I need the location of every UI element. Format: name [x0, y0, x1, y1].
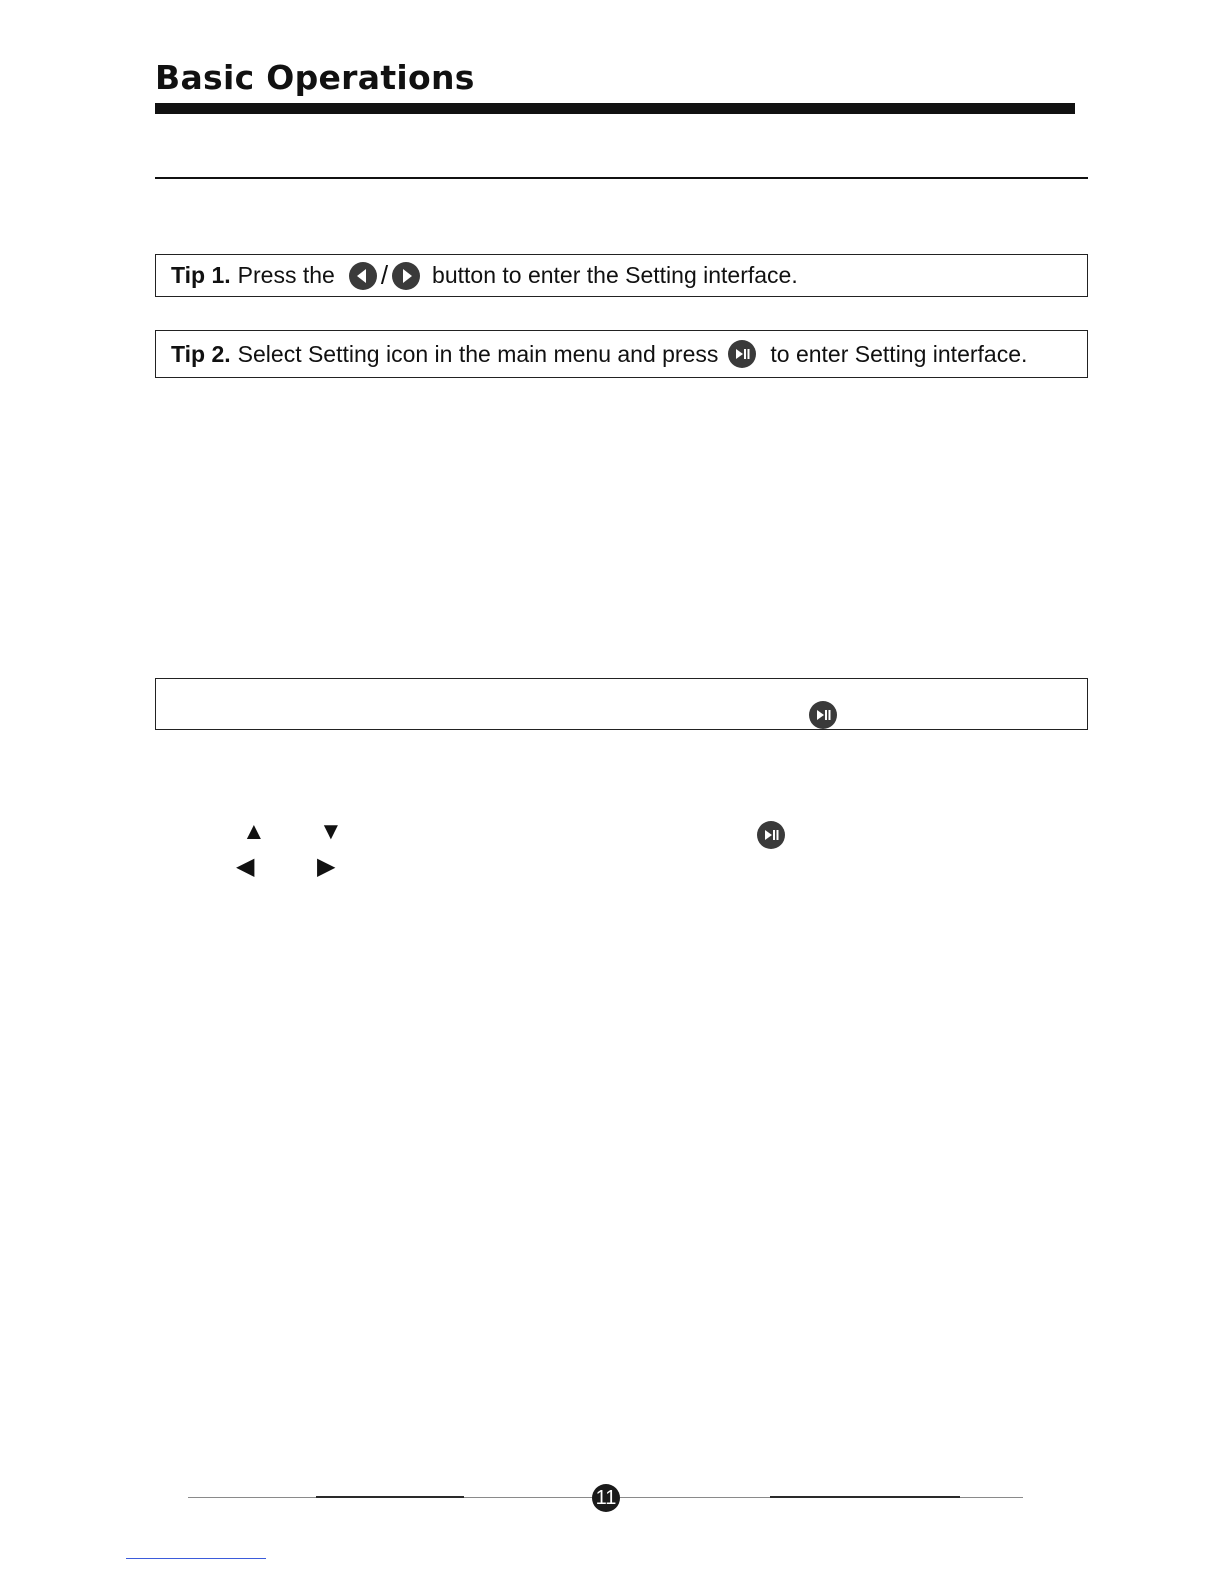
footer-rule-right-mid [620, 1497, 770, 1498]
tip-1-separator: / [380, 260, 389, 290]
tip-1-text-before: Press the [237, 262, 335, 288]
tip-2-box [155, 330, 1088, 378]
footer-rule-left-dark [316, 1496, 464, 1498]
footer-rule-right-light [960, 1497, 1023, 1498]
link-underline [126, 1558, 266, 1559]
footer-rule-right-dark [770, 1496, 960, 1498]
right-circle-icon [392, 262, 420, 290]
title-underline-bar [155, 103, 1075, 114]
page-title: Basic Operations [155, 58, 475, 97]
left-circle-icon [349, 262, 377, 290]
tip-2-label: Tip 2. [171, 340, 231, 367]
play-pause-icon [728, 340, 756, 368]
section-divider [155, 177, 1088, 179]
tip-1-label: Tip 1. [171, 262, 231, 288]
left-arrow-icon: ◀ [236, 853, 255, 880]
footer-rule-left-light [188, 1497, 318, 1498]
tip-2-text-before: Select Setting icon in the main menu and press [237, 340, 719, 367]
play-pause-icon [809, 701, 837, 729]
up-arrow-icon: ▲ [242, 818, 266, 845]
page-number-badge: 11 [592, 1484, 620, 1512]
tip-1-text-after: button to enter the Setting interface. [432, 262, 798, 288]
tip-1-box [155, 254, 1088, 297]
tip-2-text-after: to enter Setting interface. [770, 340, 1028, 367]
right-arrow-icon: ▶ [317, 853, 336, 880]
play-pause-icon [757, 821, 785, 849]
note-box [155, 678, 1088, 730]
down-arrow-icon: ▼ [319, 818, 343, 845]
footer-rule-left-mid [464, 1497, 592, 1498]
